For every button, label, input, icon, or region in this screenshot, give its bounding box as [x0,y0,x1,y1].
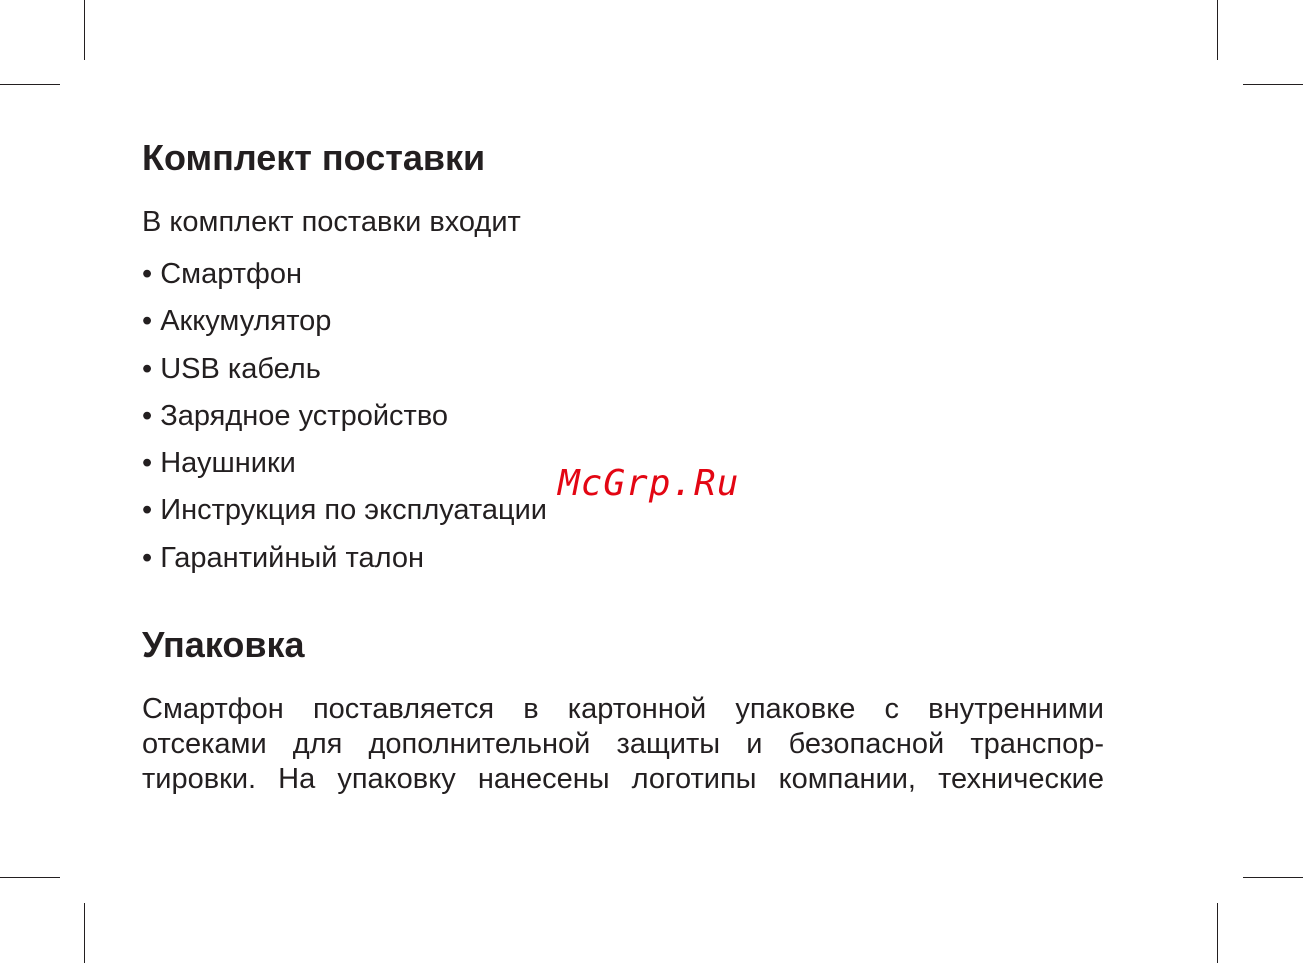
list-item: • Смартфон [142,251,547,298]
list-item: • Аккумулятор [142,298,547,345]
crop-mark-bottom-right-horizontal [1243,877,1303,878]
list-item: • Инструкция по эксплуатации [142,487,547,534]
list-item: • Зарядное устройство [142,393,547,440]
watermark-logo: McGrp.Ru [558,463,740,504]
crop-mark-top-left-vertical [84,0,85,60]
list-item: • Гарантийный талон [142,535,547,582]
list-item: • Наушники [142,440,547,487]
delivery-items-list [142,251,547,582]
crop-mark-top-left-horizontal [0,84,60,85]
crop-mark-bottom-left-vertical [84,903,85,963]
crop-mark-top-right-horizontal [1243,84,1303,85]
crop-mark-bottom-left-horizontal [0,877,60,878]
delivery-heading: Комплект поставки [142,137,486,178]
delivery-intro: В комплект поставки входит [142,206,521,238]
packaging-paragraph: Смартфон поставляется в картонной упаковке с внутренними отсеками для дополнительной защиты и безопасной транспор-тировки. На упаковку нанесены логотипы компании, технические [142,693,1104,795]
crop-mark-top-right-vertical [1217,0,1218,60]
packaging-heading: Упаковка [142,624,305,665]
crop-mark-bottom-right-vertical [1217,903,1218,963]
list-item: • USB кабель [142,346,547,393]
